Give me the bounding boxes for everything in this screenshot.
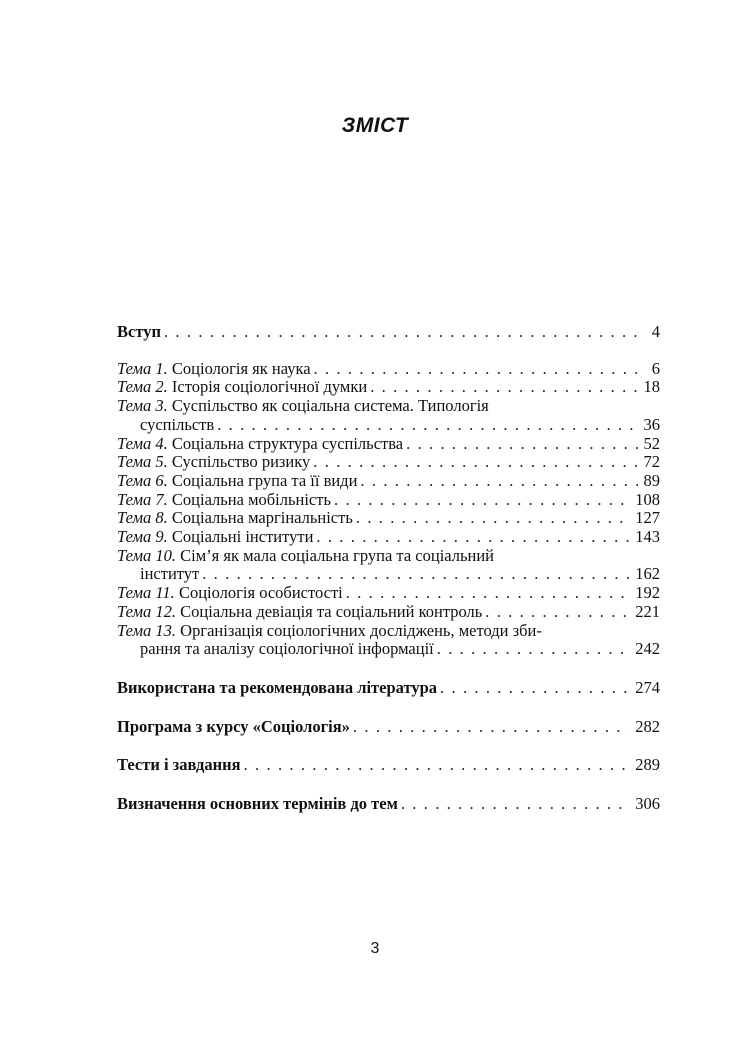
toc-entry-label: Використана та рекомендована література	[117, 677, 438, 697]
toc-topic-label	[117, 509, 353, 528]
toc-topic-number: Тема 11.	[117, 583, 175, 603]
dot-leader	[440, 679, 629, 698]
table-of-contents	[117, 323, 660, 814]
toc-topic-row	[117, 360, 660, 379]
toc-topic-title: Соціальна група та її види	[171, 470, 358, 490]
toc-page-number: 36	[643, 414, 660, 434]
toc-topic-label	[117, 360, 311, 379]
toc-topic-entry[interactable]	[117, 584, 660, 603]
dot-leader	[406, 435, 637, 454]
toc-page-number: 18	[643, 377, 660, 397]
toc-topic-number: Тема 5.	[117, 452, 168, 472]
toc-topic-entry[interactable]	[117, 360, 660, 379]
toc-topic-row	[117, 528, 660, 547]
dot-leader	[346, 584, 630, 603]
dot-leader	[314, 360, 646, 379]
toc-topic-title: Суспільство як соціальна система. Типологія	[171, 396, 489, 416]
toc-page-number: 89	[643, 470, 660, 490]
toc-topic-title: Історія соціологічної думки	[171, 377, 368, 397]
toc-page-number: 242	[635, 639, 660, 659]
toc-topic-entry[interactable]	[117, 435, 660, 454]
toc-topic-title: Сім’я як мала соціальна група та соціальний	[180, 545, 494, 565]
page-title: ЗМІСТ	[341, 114, 409, 137]
toc-entry-intro[interactable]	[117, 323, 660, 342]
toc-topic-label	[117, 435, 403, 454]
toc-topic-title: Соціологія особистості	[178, 583, 343, 603]
toc-topic-label	[140, 640, 434, 659]
toc-topic-entry[interactable]	[117, 528, 660, 547]
toc-topic-label	[117, 378, 367, 397]
dot-leader	[316, 528, 629, 547]
dot-leader	[202, 565, 629, 584]
toc-topic-label	[140, 416, 214, 435]
toc-topic-row	[117, 378, 660, 397]
toc-topic-list	[117, 360, 660, 659]
dot-leader	[244, 756, 630, 775]
dot-leader	[313, 453, 637, 472]
dot-leader	[353, 718, 629, 737]
toc-topic-row	[117, 565, 660, 584]
toc-page-number: 192	[635, 583, 660, 603]
toc-topic-entry[interactable]	[117, 453, 660, 472]
toc-section-entry[interactable]	[117, 718, 660, 737]
toc-topic-number: Тема 2.	[117, 377, 168, 397]
toc-page-number: 72	[643, 452, 660, 472]
page-number: 3	[370, 940, 380, 957]
dot-leader	[360, 472, 637, 491]
dot-leader	[437, 640, 630, 659]
toc-page-number: 52	[643, 433, 660, 453]
toc-topic-row	[117, 472, 660, 491]
toc-topic-number: Тема 3.	[117, 396, 168, 416]
dot-leader	[370, 378, 637, 397]
toc-topic-number: Тема 4.	[117, 433, 168, 453]
toc-section-entry[interactable]	[117, 756, 660, 775]
toc-topic-label	[117, 491, 331, 510]
toc-topic-title: інститут	[140, 564, 200, 584]
toc-topic-row	[117, 453, 660, 472]
toc-topic-label	[117, 528, 313, 547]
toc-topic-title: Організація соціологічних досліджень, методи зби-	[180, 620, 542, 640]
toc-topic-entry[interactable]	[117, 509, 660, 528]
toc-topic-label	[117, 453, 310, 472]
toc-topic-label	[117, 603, 482, 622]
toc-topic-row	[117, 491, 660, 510]
toc-page-number: 274	[635, 677, 660, 697]
toc-page-number: 108	[635, 489, 660, 509]
toc-topic-label	[117, 472, 357, 491]
toc-topic-row	[117, 509, 660, 528]
toc-page-number: 221	[635, 601, 660, 621]
toc-topic-number: Тема 9.	[117, 527, 168, 547]
toc-page-number: 289	[635, 755, 660, 775]
toc-page-number: 162	[635, 564, 660, 584]
toc-topic-row	[117, 640, 660, 659]
toc-topic-number: Тема 6.	[117, 470, 168, 490]
dot-leader	[401, 795, 629, 814]
toc-topic-row	[117, 584, 660, 603]
toc-topic-row	[117, 435, 660, 454]
toc-topic-label	[140, 565, 199, 584]
toc-page-number: 143	[635, 527, 660, 547]
toc-topic-entry[interactable]	[117, 472, 660, 491]
toc-topic-entry[interactable]	[117, 378, 660, 397]
dot-leader	[485, 603, 629, 622]
toc-section-entry[interactable]	[117, 679, 660, 698]
dot-leader	[164, 323, 646, 342]
toc-topic-title: Соціальна девіація та соціальний контроль	[180, 601, 483, 621]
toc-topic-number: Тема 10.	[117, 545, 177, 565]
toc-topic-number: Тема 7.	[117, 489, 168, 509]
toc-topic-number: Тема 1.	[117, 358, 168, 378]
toc-section-list	[117, 679, 660, 814]
toc-entry-label: Визначення основних термінів до тем	[117, 794, 398, 814]
toc-topic-line	[117, 547, 660, 566]
toc-page-number: 306	[635, 794, 660, 814]
toc-section-entry[interactable]	[117, 795, 660, 814]
toc-page-number: 282	[635, 716, 660, 736]
toc-page-number: 6	[651, 358, 660, 378]
toc-topic-entry[interactable]	[117, 603, 660, 622]
toc-entry-label: Тести і завдання	[117, 755, 241, 775]
toc-topic-line	[117, 397, 660, 416]
toc-topic-number: Тема 8.	[117, 508, 168, 528]
toc-topic-number: Тема 12.	[117, 601, 177, 621]
toc-topic-title: суспільств	[140, 414, 215, 434]
toc-topic-line	[117, 622, 660, 641]
toc-topic-label	[117, 584, 343, 603]
toc-topic-title: Соціальна маргінальність	[171, 508, 353, 528]
toc-topic-row	[117, 416, 660, 435]
toc-topic-title: Суспільство ризику	[171, 452, 311, 472]
toc-page-number: 127	[635, 508, 660, 528]
toc-topic-title: Соціальна мобільність	[171, 489, 331, 509]
toc-topic-title: рання та аналізу соціологічної інформації	[140, 639, 434, 659]
toc-topic-title: Соціальні інститути	[171, 527, 314, 547]
toc-topic-entry[interactable]	[117, 547, 660, 584]
toc-topic-entry[interactable]	[117, 491, 660, 510]
dot-leader	[356, 509, 629, 528]
toc-topic-row	[117, 603, 660, 622]
toc-topic-entry[interactable]	[117, 397, 660, 434]
toc-topic-entry[interactable]	[117, 622, 660, 659]
toc-entry-label: Програма з курсу «Соціологія»	[117, 716, 350, 736]
toc-topic-title: Соціальна структура суспільства	[171, 433, 404, 453]
toc-page-number: 4	[651, 322, 660, 341]
dot-leader	[334, 491, 629, 510]
toc-topic-number: Тема 13.	[117, 620, 177, 640]
toc-entry-label: Вступ	[117, 322, 161, 341]
toc-topic-title: Соціологія як наука	[171, 358, 311, 378]
dot-leader	[217, 416, 637, 435]
